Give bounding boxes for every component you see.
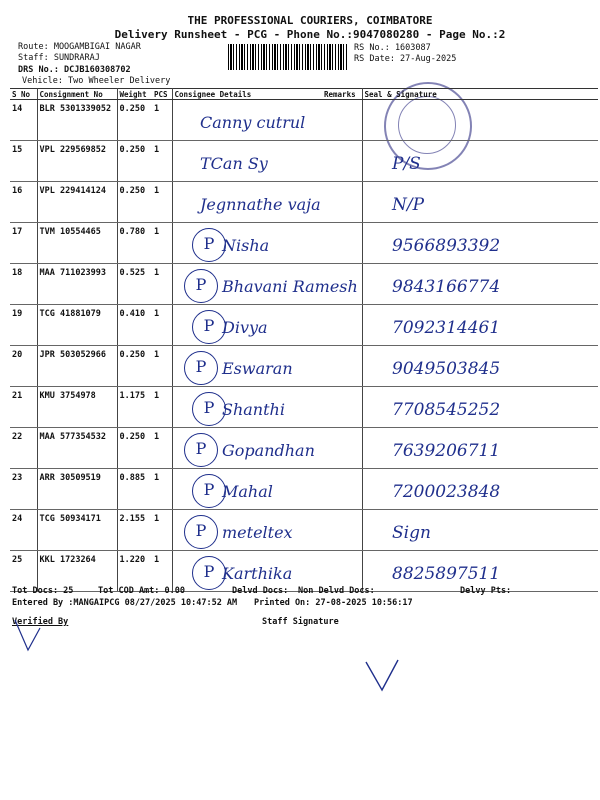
row-pcs-text: 1 <box>154 268 160 278</box>
row-consignment-text: TCG 41881079 <box>39 309 101 319</box>
row-pcs-text: 1 <box>154 309 160 319</box>
consignee-handwritten-name: Nisha <box>222 236 270 255</box>
consignee-handwritten-name: Canny cutrul <box>200 113 306 132</box>
row-sno-text: 25 <box>12 555 23 565</box>
delivered-p-mark: P <box>192 474 226 508</box>
row-sno-text: 20 <box>12 350 23 360</box>
row-sno-text: 19 <box>12 309 23 319</box>
consignee-handwritten-name: Gopandhan <box>222 441 315 460</box>
row-consignment-text: BLR 5301339052 <box>39 104 112 114</box>
consignee-handwritten-name: Mahal <box>222 482 273 501</box>
row-sno-text: 16 <box>12 186 23 196</box>
receiver-signature: 8825897511 <box>392 564 501 584</box>
receiver-signature: 9843166774 <box>392 277 501 297</box>
row-pcs-text: 1 <box>154 350 160 360</box>
consignee-handwritten-name: meteltex <box>222 523 293 542</box>
consignee-handwritten-name: Eswaran <box>222 359 293 378</box>
entered-by: Entered By :MANGAIPCG 08/27/2025 10:47:52 AM <box>12 598 238 608</box>
delivered-docs: Delvd Docs: <box>232 586 289 596</box>
delivery-points: Delvy Pts: <box>460 586 512 596</box>
col-sno: S No <box>10 89 37 100</box>
consignee-handwritten-name: Shanthi <box>222 400 285 419</box>
consignee-handwritten-name: Karthika <box>222 564 293 583</box>
col-consignment: Consignment No <box>37 89 117 100</box>
row-consignment-text: TCG 50934171 <box>39 514 101 524</box>
row-sno-text: 15 <box>12 145 23 155</box>
row-consignment-text: JPR 503052966 <box>39 350 107 360</box>
row-sno-text: 14 <box>12 104 23 114</box>
drs-number: DRS No.: DCJB160308702 <box>18 65 131 75</box>
row-consignment-text: VPL 229569852 <box>39 145 107 155</box>
row-sno-text: 17 <box>12 227 23 237</box>
row-sno-text: 18 <box>12 268 23 278</box>
delivered-p-mark: P <box>184 351 218 385</box>
consignee-handwritten-name: Divya <box>222 318 268 337</box>
receiver-signature: 9566893392 <box>392 236 501 256</box>
route-label: Route: MOOGAMBIGAI NAGAR <box>18 42 141 52</box>
delivered-p-mark: P <box>184 269 218 303</box>
row-sno-text: 21 <box>12 391 23 401</box>
total-docs: Tot Docs: 25 <box>12 586 74 596</box>
delivered-p-mark: P <box>192 556 226 590</box>
row-consignment-text: VPL 229414124 <box>39 186 107 196</box>
delivered-p-mark: P <box>192 310 226 344</box>
consignee-handwritten-name: TCan Sy <box>200 154 268 173</box>
receiver-signature: 7200023848 <box>392 482 501 502</box>
row-weight-text: 1.175 <box>119 391 146 401</box>
row-weight-text: 0.250 <box>119 432 146 442</box>
row-weight-text: 0.250 <box>119 104 146 114</box>
delivered-p-mark: P <box>192 228 226 262</box>
row-weight-text: 0.250 <box>119 145 146 155</box>
row-pcs-text: 1 <box>154 186 160 196</box>
printed-on: Printed On: 27-08-2025 10:56:17 <box>254 598 413 608</box>
receiver-signature: N/P <box>392 195 425 215</box>
col-consignee: Consignee Details <box>172 89 322 100</box>
consignee-handwritten-name: Jegnnathe vaja <box>200 195 321 214</box>
consignee-handwritten-name: Bhavani Ramesh <box>222 277 358 296</box>
row-pcs-text: 1 <box>154 104 160 114</box>
row-pcs-text: 1 <box>154 555 160 565</box>
col-remarks: Remarks <box>322 89 362 100</box>
col-weight: Weight <box>117 89 152 100</box>
row-weight-text: 0.250 <box>119 350 146 360</box>
row-pcs-text: 1 <box>154 432 160 442</box>
runsheet-title: Delivery Runsheet - PCG - Phone No.:9047080280 - Page No.:2 <box>114 28 506 41</box>
row-weight-text: 0.525 <box>119 268 146 278</box>
row-pcs-text: 1 <box>154 227 160 237</box>
rs-number: RS No.: 1603087 <box>354 43 431 53</box>
staff-tick-mark <box>366 660 398 690</box>
row-weight-text: 0.250 <box>119 186 146 196</box>
delivered-p-mark: P <box>184 433 218 467</box>
row-weight-text: 0.885 <box>119 473 146 483</box>
row-consignment-text: MAA 711023993 <box>39 268 107 278</box>
row-weight-text: 0.410 <box>119 309 146 319</box>
receiver-signature: 7639206711 <box>392 441 501 461</box>
row-sno-text: 24 <box>12 514 23 524</box>
non-delivered-docs: Non Delvd Docs: <box>298 586 375 596</box>
row-consignment-text: ARR 30509519 <box>39 473 101 483</box>
row-weight-text: 1.220 <box>119 555 146 565</box>
row-consignment-text: MAA 577354532 <box>39 432 107 442</box>
receiver-signature: 7092314461 <box>392 318 501 338</box>
verified-tick-mark <box>15 620 40 650</box>
company-title: THE PROFESSIONAL COURIERS, COIMBATORE <box>187 14 433 27</box>
row-sno-text: 22 <box>12 432 23 442</box>
delivered-p-mark: P <box>192 392 226 426</box>
receiver-signature: 9049503845 <box>392 359 501 379</box>
rs-date: RS Date: 27-Aug-2025 <box>354 54 457 64</box>
row-sno-text: 23 <box>12 473 23 483</box>
staff-label: Staff: SUNDRARAJ <box>18 53 100 63</box>
row-consignment-text: KMU 3754978 <box>39 391 96 401</box>
delivered-p-mark: P <box>184 515 218 549</box>
staff-signature: Staff Signature <box>262 617 339 627</box>
row-consignment-text: TVM 10554465 <box>39 227 101 237</box>
row-pcs-text: 1 <box>154 473 160 483</box>
receiver-signature: 7708545252 <box>392 400 501 420</box>
row-pcs-text: 1 <box>154 514 160 524</box>
row-pcs-text: 1 <box>154 391 160 401</box>
row-weight-text: 0.780 <box>119 227 146 237</box>
total-cod: Tot COD Amt: 0.00 <box>98 586 185 596</box>
verified-by: Verified By <box>12 617 69 627</box>
row-consignment-text: KKL 1723264 <box>39 555 96 565</box>
receiver-signature: P/S <box>392 154 421 174</box>
col-signature: Seal & Signature <box>362 89 598 100</box>
col-pcs: PCS <box>152 89 172 100</box>
row-weight-text: 2.155 <box>119 514 146 524</box>
receiver-signature: Sign <box>392 523 431 543</box>
vehicle-label: Vehicle: Two Wheeler Delivery <box>22 76 171 86</box>
row-pcs-text: 1 <box>154 145 160 155</box>
